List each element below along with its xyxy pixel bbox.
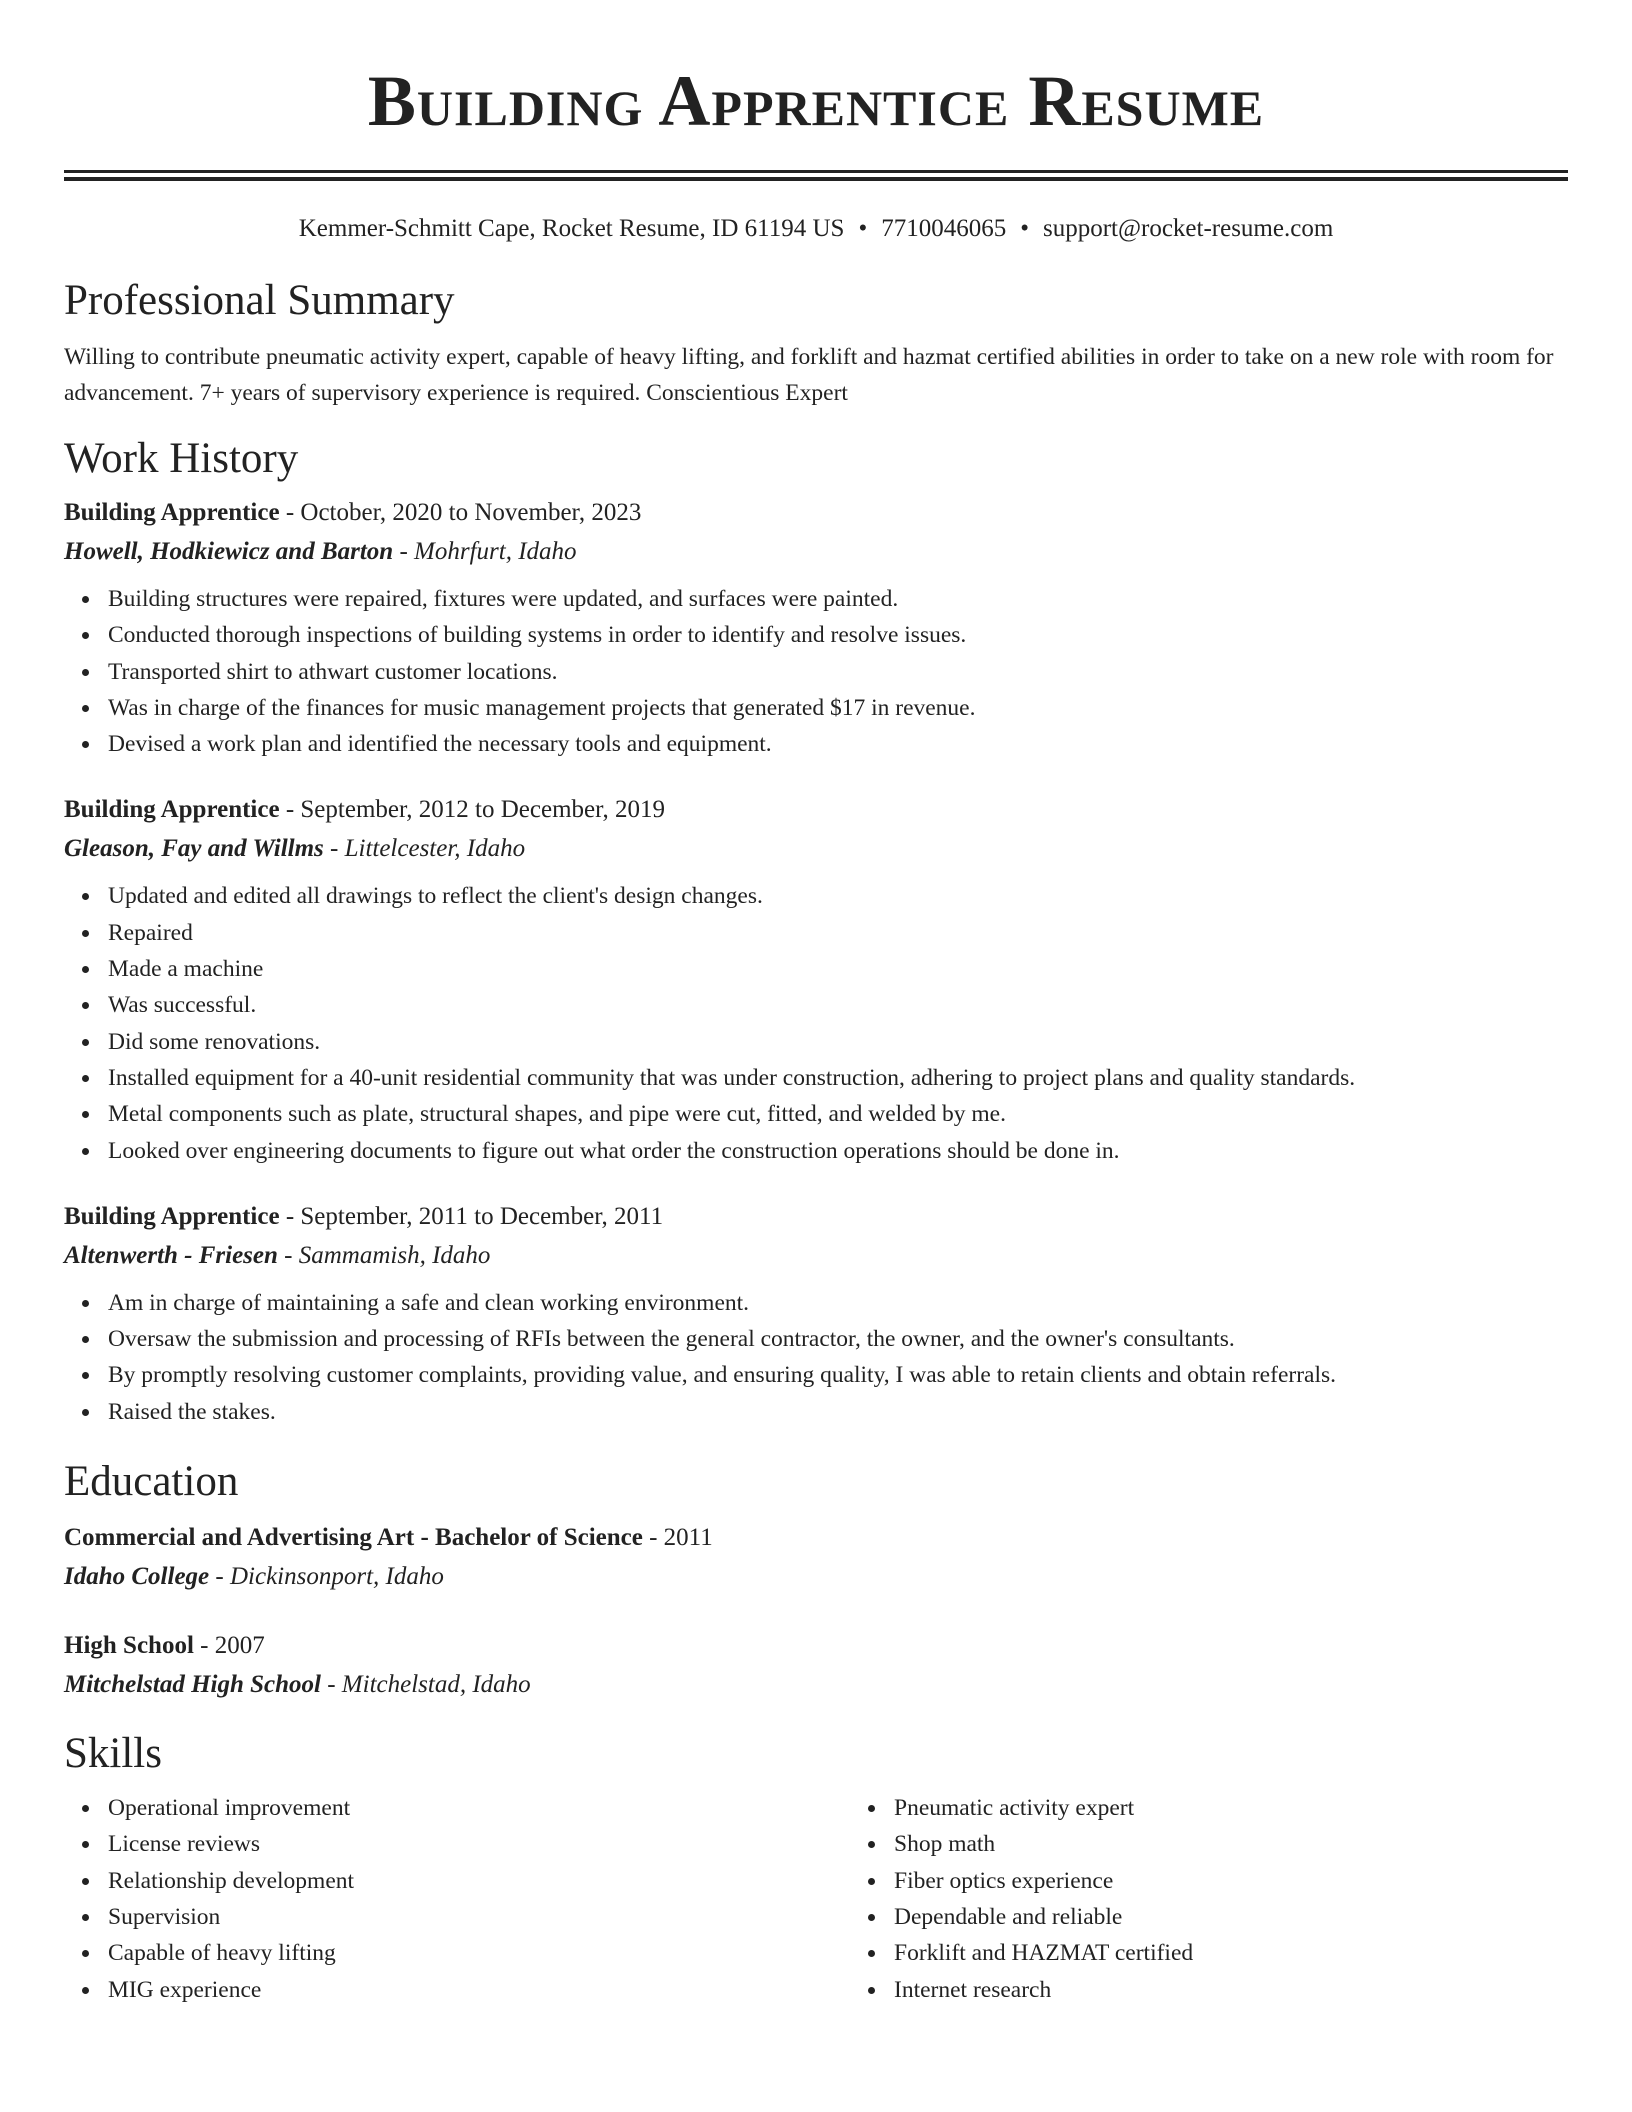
skill-item: License reviews	[108, 1826, 850, 1862]
education-school: Idaho College	[64, 1563, 210, 1591]
education-location: - Dickinsonport, Idaho	[209, 1563, 444, 1591]
skill-item: MIG experience	[108, 1972, 850, 2008]
list-item: Was successful.	[108, 987, 1568, 1023]
job-company: Howell, Hodkiewicz and Barton	[64, 538, 394, 565]
education-degree-line	[64, 1626, 1568, 1666]
list-item: Raised the stakes.	[108, 1394, 1568, 1430]
list-item: Did some renovations.	[108, 1024, 1568, 1060]
skill-item: Forklift and HAZMAT certified	[894, 1935, 1632, 1971]
education-degree: High School	[64, 1632, 194, 1660]
job-dates: - October, 2020 to November, 2023	[279, 499, 642, 526]
contact-separator: •	[858, 215, 868, 242]
skills-list-right	[850, 1790, 1632, 2008]
list-item: Updated and edited all drawings to reflect the client's design changes.	[108, 878, 1568, 914]
list-item: Looked over engineering documents to figure out what order the construction operations should be done in.	[108, 1133, 1568, 1169]
skill-item: Operational improvement	[108, 1790, 850, 1826]
skill-item: Pneumatic activity expert	[894, 1790, 1632, 1826]
skills-columns	[64, 1790, 1568, 2008]
work-history-heading: Work History	[64, 435, 299, 482]
list-item: Repaired	[108, 915, 1568, 951]
skills-heading: Skills	[64, 1730, 162, 1778]
education-entry	[64, 1626, 1568, 1704]
job-entry	[64, 493, 1568, 762]
list-item: Conducted thorough inspections of building systems in order to identify and resolve issues.	[108, 617, 1568, 653]
job-company: Gleason, Fay and Willms	[64, 835, 324, 863]
education-degree: Commercial and Advertising Art - Bachelor of Science	[64, 1524, 643, 1552]
contact-address: Kemmer-Schmitt Cape, Rocket Resume, ID 61194 US	[298, 215, 845, 242]
skill-item: Relationship development	[108, 1863, 850, 1899]
skills-list-left	[64, 1790, 850, 2008]
education-year: - 2007	[193, 1632, 265, 1660]
contact-phone: 7710046065	[881, 215, 1007, 242]
list-item: Devised a work plan and identified the necessary tools and equipment.	[108, 726, 1568, 762]
education-location: - Mitchelstad, Idaho	[320, 1671, 531, 1699]
job-company: Altenwerth - Friesen	[64, 1241, 278, 1269]
list-item: By promptly resolving customer complaints, providing value, and ensuring quality, I was able to retain clients and obtain referrals.	[108, 1357, 1568, 1393]
job-bullets	[64, 1285, 1568, 1430]
list-item: Am in charge of maintaining a safe and clean working environment.	[108, 1285, 1568, 1321]
skill-item: Shop math	[894, 1826, 1632, 1862]
education-school-line	[64, 1558, 1568, 1596]
job-title: Building Apprentice	[64, 499, 280, 526]
summary-text: Willing to contribute pneumatic activity expert, capable of heavy lifting, and forklift and hazmat certified abilities in order to take on a new role with room for advancement. 7+ years of supervisory experience is required. Conscientious Expert	[64, 344, 1554, 406]
job-title: Building Apprentice	[64, 796, 280, 824]
job-location: - Mohrfurt, Idaho	[393, 538, 577, 565]
education-heading: Education	[64, 1458, 239, 1506]
education-degree-line	[64, 1518, 1568, 1558]
job-dates: - September, 2012 to December, 2019	[279, 796, 665, 824]
skill-item: Supervision	[108, 1899, 850, 1935]
job-entry	[64, 1197, 1568, 1430]
list-item: Oversaw the submission and processing of RFIs between the general contractor, the owner, and the owner's consultants.	[108, 1321, 1568, 1357]
education-school-line	[64, 1666, 1568, 1704]
list-item: Transported shirt to athwart customer locations.	[108, 654, 1568, 690]
skill-item: Dependable and reliable	[894, 1899, 1632, 1935]
contact-line	[64, 213, 1568, 245]
education-entry	[64, 1518, 1568, 1596]
job-title-line	[64, 1197, 1568, 1237]
skill-item: Capable of heavy lifting	[108, 1935, 850, 1971]
list-item: Installed equipment for a 40-unit residential community that was under construction, adhering to project plans and quality standards.	[108, 1060, 1568, 1096]
list-item: Made a machine	[108, 951, 1568, 987]
job-entry	[64, 790, 1568, 1168]
job-location: - Sammamish, Idaho	[277, 1241, 491, 1269]
job-company-line	[64, 533, 1568, 571]
resume-title: Building Apprentice Resume	[367, 61, 1265, 141]
job-company-line	[64, 1237, 1568, 1275]
job-title: Building Apprentice	[64, 1202, 280, 1230]
summary-heading: Professional Summary	[64, 277, 455, 324]
title-divider	[64, 170, 1568, 181]
job-dates: - September, 2011 to December, 2011	[279, 1202, 664, 1230]
list-item: Metal components such as plate, structural shapes, and pipe were cut, fitted, and welded by me.	[108, 1096, 1568, 1132]
education-year: - 2011	[642, 1524, 713, 1552]
skill-item: Fiber optics experience	[894, 1863, 1632, 1899]
job-title-line	[64, 493, 1568, 533]
contact-email: support@rocket-resume.com	[1042, 215, 1334, 242]
contact-separator: •	[1020, 215, 1029, 242]
job-company-line	[64, 830, 1568, 868]
skill-item: Internet research	[894, 1972, 1632, 2008]
job-bullets	[64, 878, 1568, 1168]
list-item: Building structures were repaired, fixtures were updated, and surfaces were painted.	[108, 581, 1568, 617]
job-location: - Littelcester, Idaho	[323, 835, 526, 863]
education-school: Mitchelstad High School	[64, 1671, 321, 1699]
job-title-line	[64, 790, 1568, 830]
list-item: Was in charge of the finances for music management projects that generated $17 in revenue.	[108, 690, 1568, 726]
job-bullets	[64, 581, 1568, 762]
